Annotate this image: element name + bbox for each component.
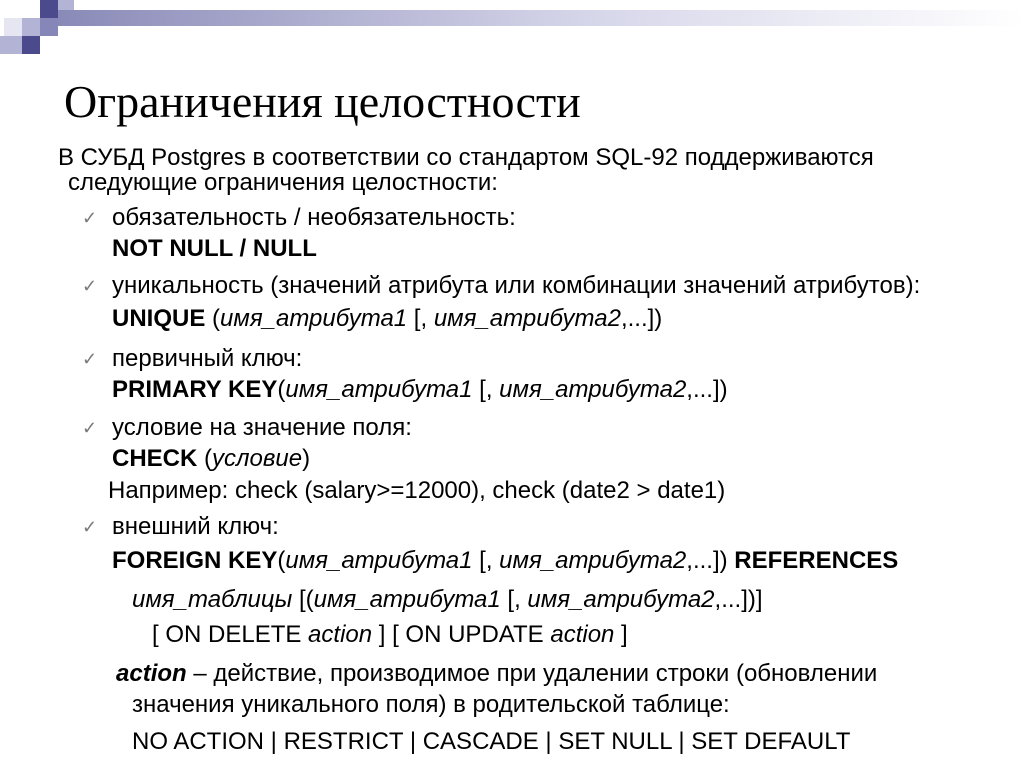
item-5-heading: внешний ключ:: [112, 513, 279, 540]
punct: ,...]): [620, 305, 663, 332]
on-delete-text: [ ON DELETE: [152, 621, 309, 648]
item-5-on-clause: [152, 620, 628, 650]
check-icon: ✓: [82, 276, 98, 296]
attr-name: имя_атрибута1: [220, 305, 408, 332]
intro-line-1: В СУБД Postgres в соответствии со стандартом SQL-92 поддерживаются: [58, 144, 874, 171]
punct: [,: [472, 376, 500, 403]
decorative-header-graphic: [0, 0, 1024, 60]
item-4-heading: условие на значение поля:: [112, 414, 412, 441]
punct: ): [302, 445, 311, 472]
punct: [(: [292, 586, 314, 613]
attr-name: имя_атрибута2: [527, 586, 715, 613]
attr-name: имя_атрибута2: [433, 305, 621, 332]
action-word: action: [308, 621, 373, 648]
item-2-heading: уникальность (значений атрибута или комбинации значений атрибутов):: [112, 272, 921, 299]
item-1-heading: обязательность / необязательность:: [112, 204, 516, 231]
keyword: PRIMARY KEY: [112, 376, 278, 403]
check-icon: ✓: [82, 418, 98, 438]
keyword: UNIQUE: [112, 305, 206, 332]
action-term: action: [116, 660, 187, 687]
item-4-syntax: [112, 444, 310, 474]
action-values: NO ACTION | RESTRICT | CASCADE | SET NULL | SET DEFAULT: [132, 728, 851, 755]
punct: (: [277, 547, 286, 574]
punct: [,: [500, 586, 528, 613]
action-word: action: [550, 621, 615, 648]
punct: (: [205, 305, 221, 332]
item-3-heading: первичный ключ:: [112, 345, 303, 372]
punct: ,...])]: [714, 586, 763, 613]
attr-name: имя_атрибута2: [499, 547, 687, 574]
item-1-syntax: NOT NULL / NULL: [112, 235, 317, 262]
attr-name: имя_атрибута1: [285, 547, 473, 574]
keyword: FOREIGN KEY: [112, 547, 278, 574]
attr-name: имя_атрибута2: [499, 376, 687, 403]
check-icon: ✓: [82, 349, 98, 369]
attr-name: имя_атрибута1: [285, 376, 473, 403]
punct: [,: [472, 547, 500, 574]
punct: [,: [407, 305, 434, 332]
intro-line-2: следующие ограничения целостности:: [68, 169, 498, 196]
check-icon: ✓: [82, 517, 98, 537]
action-definition-text: – действие, производимое при удалении строки (обновлении: [186, 660, 878, 687]
item-2-syntax: [112, 304, 662, 334]
condition: условие: [212, 445, 303, 472]
punct: ,...]): [686, 547, 735, 574]
item-4-example: Например: check (salary>=12000), check (date2 > date1): [108, 477, 726, 504]
check-icon: ✓: [82, 208, 98, 228]
slide-title: Ограничения целостности: [64, 76, 581, 127]
punct: (: [277, 376, 286, 403]
attr-name: имя_атрибута1: [313, 586, 501, 613]
item-5-ref-line: [132, 585, 763, 615]
action-definition-line-2: значения уникального поля) в родительской таблице:: [132, 691, 730, 718]
punct: ]: [614, 621, 628, 648]
keyword: REFERENCES: [734, 547, 899, 574]
punct: ,...]): [686, 376, 728, 403]
action-definition-line-1: [116, 659, 877, 689]
item-3-syntax: [112, 375, 728, 405]
on-update-text: ] [ ON UPDATE: [372, 621, 551, 648]
keyword: CHECK: [112, 445, 198, 472]
punct: (: [197, 445, 213, 472]
item-5-syntax: [112, 546, 898, 576]
table-name: имя_таблицы: [132, 586, 293, 613]
